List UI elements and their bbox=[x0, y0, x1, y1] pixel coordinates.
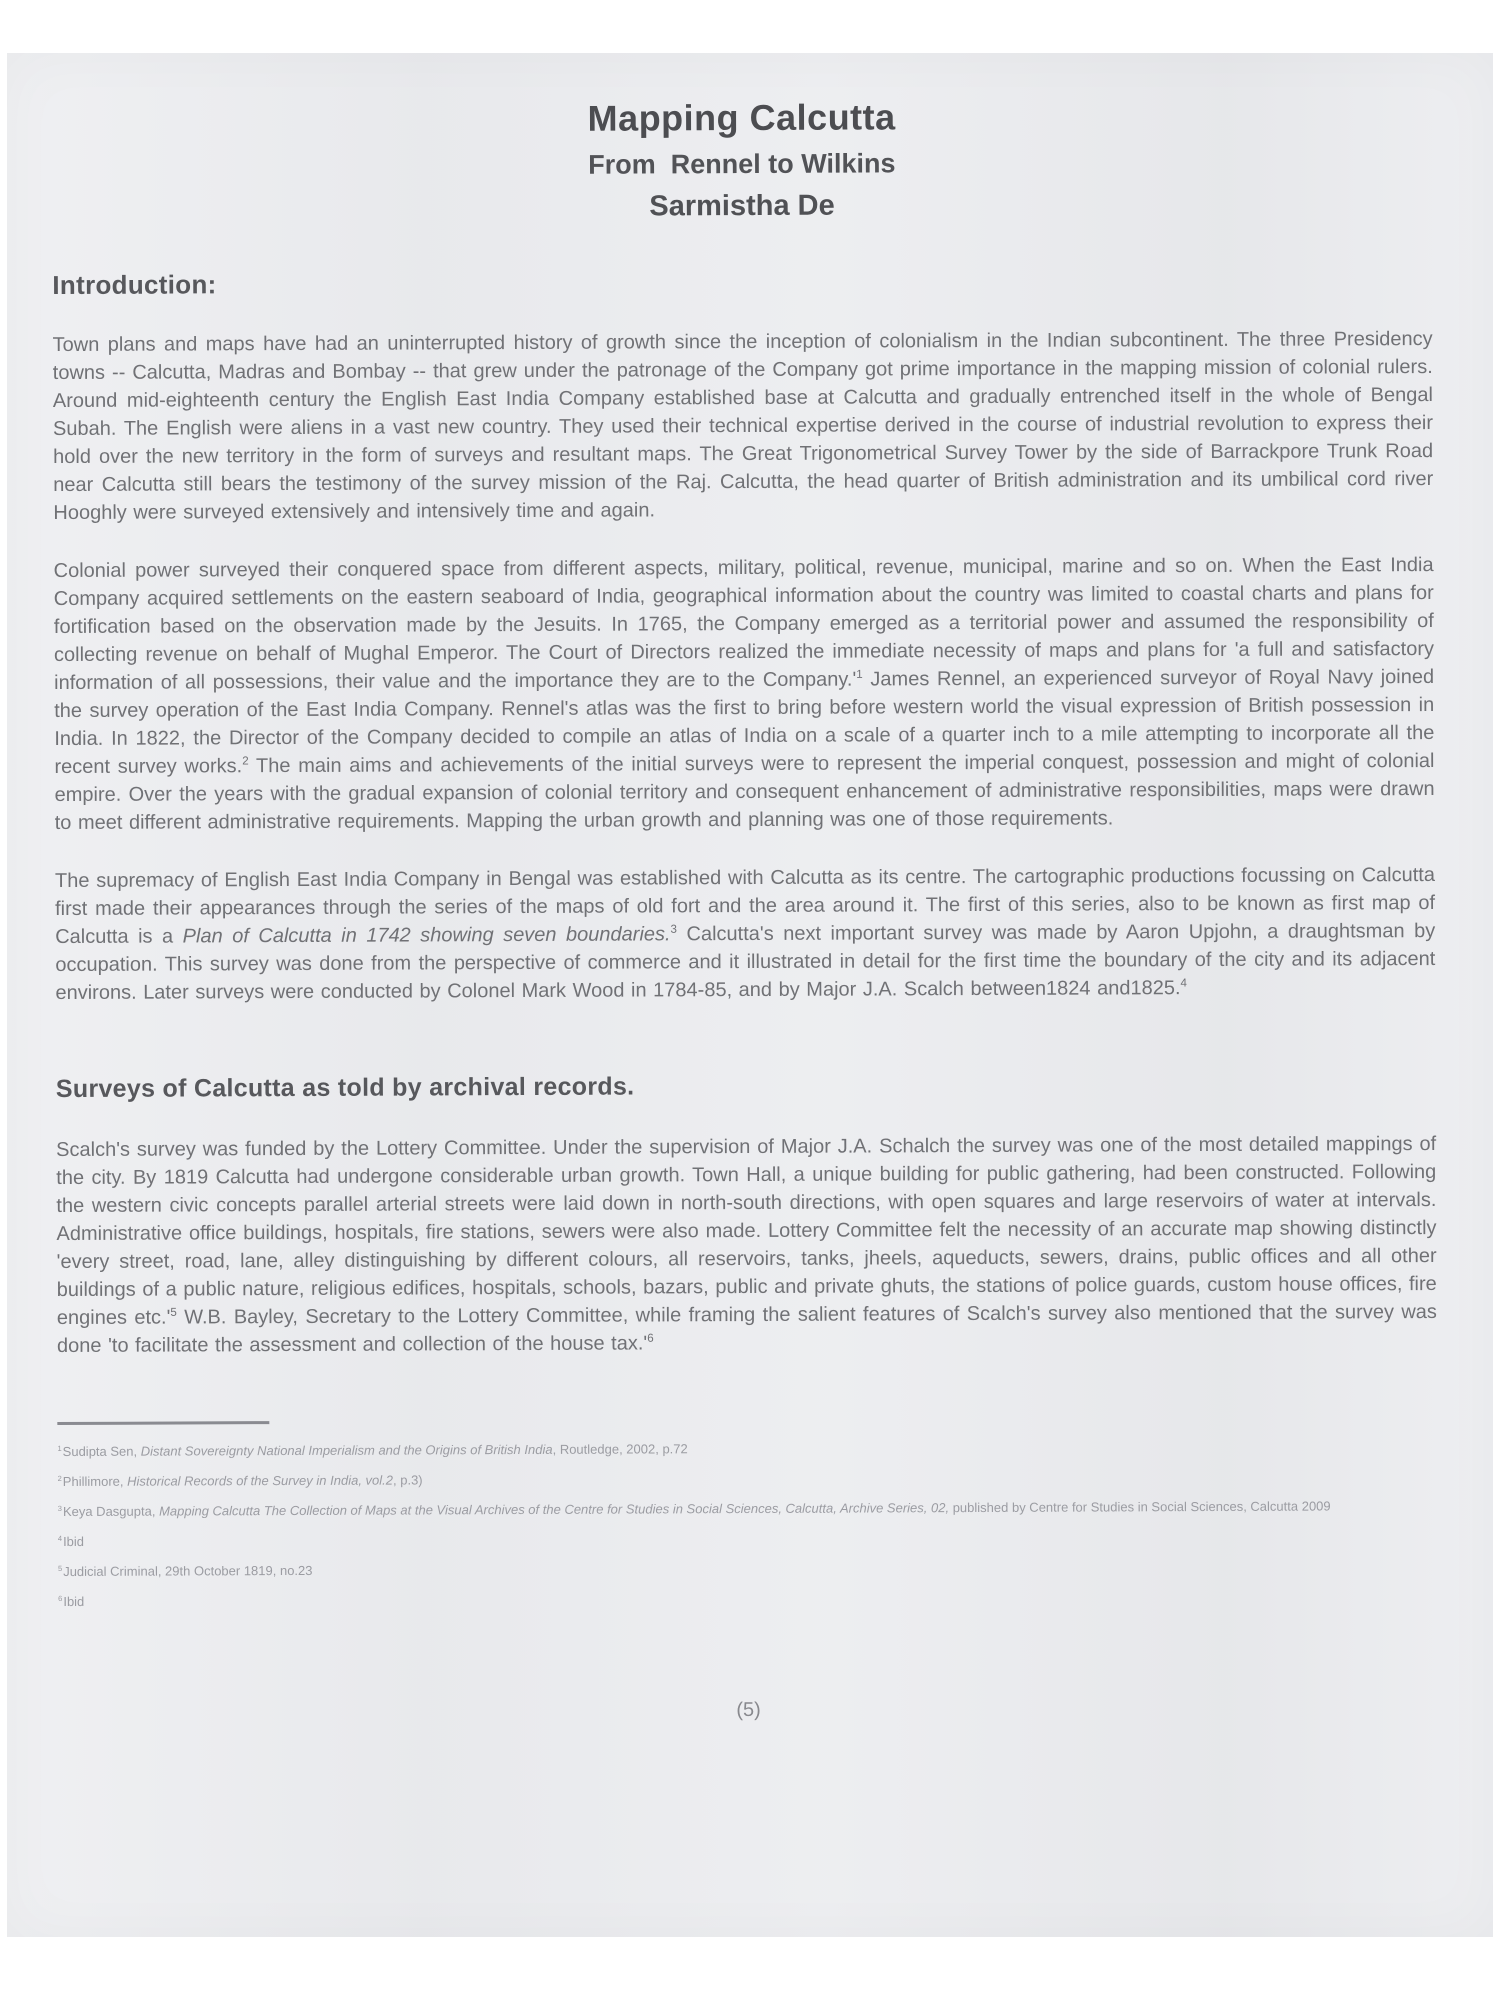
document-title: Mapping Calcutta bbox=[587, 96, 896, 139]
intro-paragraph-2: Colonial power surveyed their conquered space from different aspects, military, political, revenue, municipal, marine and so on. When the East India Company acquired settlements on the eastern seaboard of India, geographical information about the country was limited to coastal charts and plans for fortification based on the observation made by the Jesuits. In 1765, the Company emerged as a territorial power and assumed the responsibility of collecting revenue on behalf of Mughal Emperor. The Court of Directors realized the immediate necessity of maps and plans for 'a full and satisfactory information of all possessions, their value and the importance they are to the $Company.'^1$ James Rennel, an experienced surveyor of Royal Navy joined the survey operation of the East India Company. Rennel's atlas was the first to bring before western world the visual expression of British possession in India. In 1822, the Director of the Company decided to compile an atlas of India on a scale of a quarter inch to a mile attempting to incorporate all the recent survey works.$^2$ The main aims and achievements of the initial surveys were to represent the imperial conquest, possession and might of colonial empire. Over the years with the gradual expansion of colonial territory and consequent enhancement of administrative responsibilities, maps were drawn to meet different administrative requirements. Mapping the urban growth and planning was one of those requirements. bbox=[53, 554, 1435, 835]
surveys-paragraph-1: Scalch's survey was funded by the Lottery Committee. Under the supervision of Major J.A. Schalch the survey was one of the most detailed mappings of the city. By 1819 Calcutta had undergone considerable urban growth. Town Hall, a unique building for public gathering, had been constructed. Following the western civic concepts parallel arterial streets were laid down in north-south directions, with open squares and large reservoirs of water at intervals. Administrative office buildings, hospitals, fire stations, sewers were also made. Lottery Committee felt the necessity of an accurate map showing distinctly 'every street, road, lane, alley distinguishing by different colours, all reservoirs, tanks, jheels, aqueducts, sewers, drains, public offices and all other buildings of a public nature, religious edifices, hospitals, schools, bazars, public and private ghuts, the stations of police guards, custom house offices, fire engines $etc.'^5$ W.B. Bayley, Secretary to the Lottery Committee, while framing the salient features of Scalch's survey also mentioned that the survey was done 'to facilitate the assessment and collection of the house $tax.'^6$ bbox=[56, 1133, 1437, 1358]
footnote-number: 3 bbox=[57, 1503, 62, 1513]
intro-paragraph-3: The supremacy of English East India Company in Bengal was established with Calcutta as its centre. The cartographic productions focussing on Calcutta first made their appearances through the series of the maps of old fort and the area around it. The first of this series, also to be known as first map of Calcutta is a Plan of Calcutta in 1742 showing seven boundaries.$^3$ Calcutta's next important survey was made by Aaron Upjohn, a draughtsman by occupation. This survey was done from the perspective of commerce and it illustrated in detail for the first time the boundary of the city and its adjacent environs. Later surveys were conducted by Colonel Mark Wood in 1784-85, and by Major J.A. Scalch between1824 and1825.$^4$ bbox=[54, 864, 1436, 1005]
intro-paragraph-1: Town plans and maps have had an uninterrupted history of growth since the inception of colonialism in the Indian subcontinent. The three Presidency towns -- Calcutta, Madras and Bombay -- that grew under the patronage of the Company got prime importance in the mapping mission of colonial rulers. Around mid-eighteenth century the English East India Company established base at Calcutta and gradually entrenched itself in the whole of Bengal Subah. The English were aliens in a vast new country. They used their technical expertise derived in the course of industrial revolution to express their hold over the new territory in the form of surveys and resultant maps. The Great Trigonometrical Survey Tower by the side of Barrackpore Trunk Road near Calcutta still bears the testimony of the survey mission of the Raj. Calcutta, the head quarter of British administration and its umbilical cord river Hooghly were surveyed extensively and intensively time and again. bbox=[52, 328, 1434, 525]
footnote-2 bbox=[58, 1467, 1438, 1490]
footnote-number: 6 bbox=[58, 1593, 63, 1603]
footnote-text: Judicial Criminal, 29th October 1819, no.23 bbox=[63, 1562, 313, 1580]
footnote-number: 5 bbox=[57, 1563, 63, 1573]
footnote-text: Ibid bbox=[63, 1533, 85, 1550]
document-subtitle: From Rennel to Wilkins bbox=[588, 148, 896, 180]
footnote-divider bbox=[57, 1421, 269, 1425]
page-content bbox=[3, 50, 1496, 1725]
title-block bbox=[52, 94, 1433, 226]
footnote-text: Keya Dasgupta, Mapping Calcutta The Collection of Maps at the Visual Archives of the Centre for Studies in Social Sciences, Calcutta, Archive Series, 02, published by Centre for Studies in Social Sciences, Calcutta 2009 bbox=[62, 1498, 1331, 1520]
footnote-number: 4 bbox=[57, 1533, 63, 1543]
heading-introduction: Introduction: bbox=[52, 269, 217, 301]
footnote-text: Sudipta Sen, Distant Sovereignty National Imperialism and the Origins of British India, Routledge, 2002, p.72 bbox=[62, 1441, 688, 1460]
footnote-number: 2 bbox=[57, 1473, 62, 1483]
footnote-3 bbox=[58, 1497, 1438, 1520]
document-author: Sarmistha De bbox=[649, 189, 835, 223]
footnote-1 bbox=[57, 1437, 1437, 1460]
page-number: (5) bbox=[736, 1698, 761, 1722]
footnote-4 bbox=[58, 1527, 1438, 1550]
footnote-text: Phillimore, Historical Records of the Survey in India, vol.2, p.3) bbox=[62, 1472, 423, 1490]
footnote-5 bbox=[58, 1557, 1438, 1580]
footnote-number: 1 bbox=[57, 1443, 62, 1453]
footnote-6 bbox=[58, 1587, 1438, 1610]
scanned-page bbox=[7, 53, 1493, 1937]
footnote-text: Ibid bbox=[63, 1593, 85, 1610]
heading-surveys: Surveys of Calcutta as told by archival records. bbox=[55, 1072, 635, 1104]
